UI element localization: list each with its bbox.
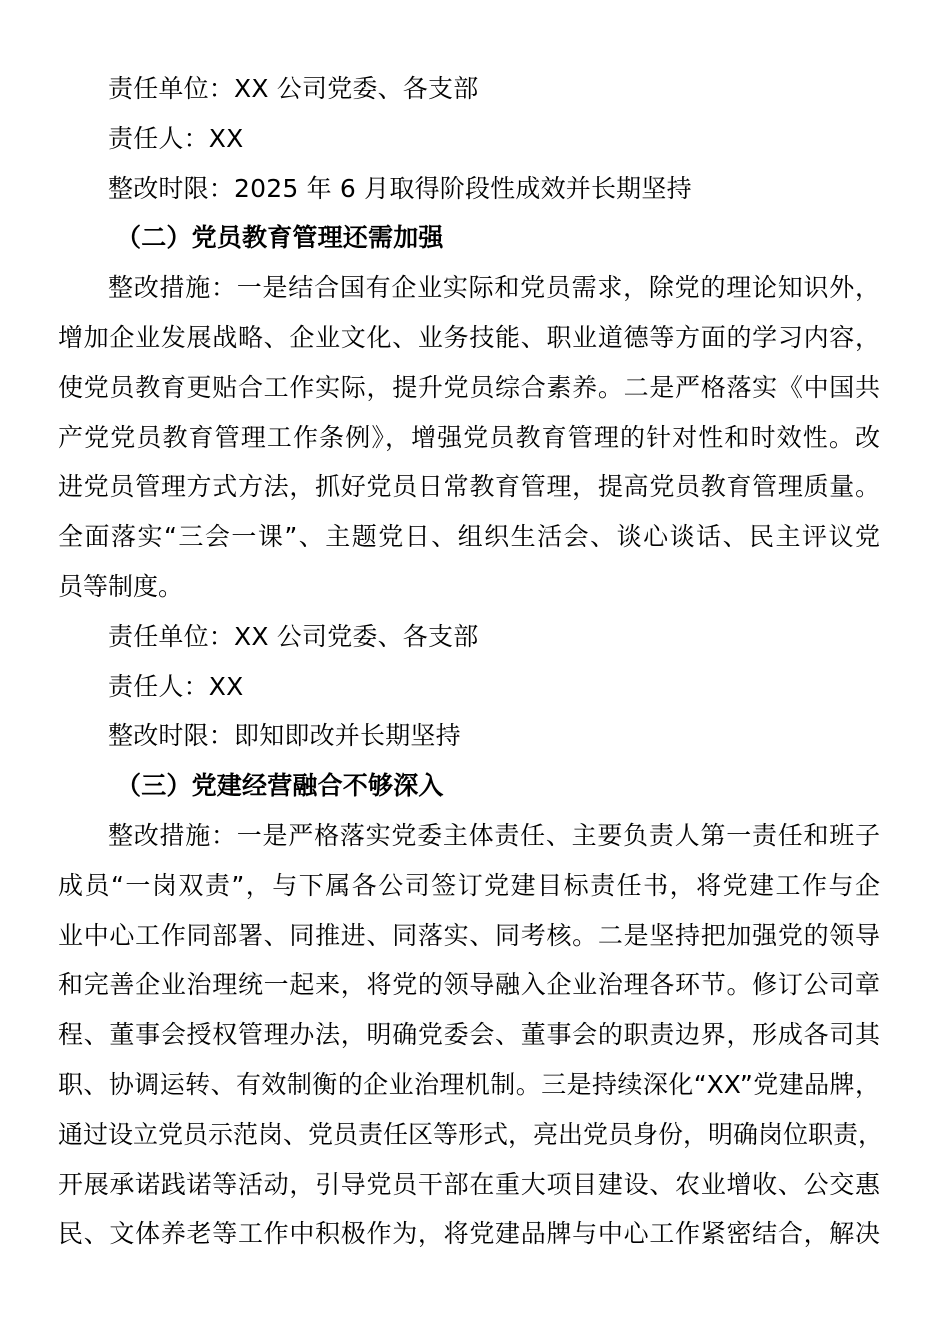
deadline-1: 整改时限：2025 年 6 月取得阶段性成效并长期坚持 <box>108 173 692 203</box>
paragraph-line: 产党党员教育管理工作条例》，增强党员教育管理的针对性和时效性。改 <box>58 422 880 452</box>
paragraph-line: 职、协调运转、有效制衡的企业治理机制。三是持续深化“XX”党建品牌， <box>58 1069 880 1099</box>
section-heading-2: （二）党员教育管理还需加强 <box>116 223 444 253</box>
responsible-person-2: 责任人：XX <box>108 671 244 701</box>
measures-paragraph-3 <box>58 811 884 1259</box>
document-page <box>58 64 884 1259</box>
paragraph-line: 员等制度。 <box>58 571 184 601</box>
paragraph-line: 业中心工作同部署、同推进、同落实、同考核。二是坚持把加强党的领导 <box>58 920 880 950</box>
paragraph-line: 通过设立党员示范岗、党员责任区等形式，亮出党员身份，明确岗位职责， <box>58 1119 884 1149</box>
paragraph-line: 开展承诺践诺等活动，引导党员干部在重大项目建设、农业增收、公交惠 <box>58 1169 880 1199</box>
responsible-unit-2: 责任单位：XX 公司党委、各支部 <box>108 621 479 651</box>
deadline-2: 整改时限：即知即改并长期坚持 <box>108 721 461 751</box>
paragraph-line: 民、文体养老等工作中积极作为，将党建品牌与中心工作紧密结合，解决 <box>58 1219 880 1249</box>
responsible-unit-1: 责任单位：XX 公司党委、各支部 <box>108 74 479 103</box>
paragraph-line: 整改措施：一是结合国有企业实际和党员需求，除党的理论知识外， <box>108 273 880 303</box>
paragraph-line: 进党员管理方式方法，抓好党员日常教育管理，提高党员教育管理质量。 <box>58 472 880 502</box>
paragraph-line: 程、董事会授权管理办法，明确党委会、董事会的职责边界，形成各司其 <box>58 1020 880 1050</box>
paragraph-line: 使党员教育更贴合工作实际，提升党员综合素养。二是严格落实《中国共 <box>58 372 880 402</box>
paragraph-line: 成员“一岗双责”，与下属各公司签订党建目标责任书，将党建工作与企 <box>58 870 880 900</box>
responsible-person-1: 责任人：XX <box>108 123 244 153</box>
paragraph-line: 和完善企业治理统一起来，将党的领导融入企业治理各环节。修订公司章 <box>58 970 880 1000</box>
paragraph-line: 全面落实“三会一课”、主题党日、组织生活会、谈心谈话、民主评议党 <box>58 522 880 552</box>
paragraph-line: 增加企业发展战略、企业文化、业务技能、职业道德等方面的学习内容， <box>58 322 880 352</box>
paragraph-line: 整改措施：一是严格落实党委主体责任、主要负责人第一责任和班子 <box>108 820 880 850</box>
section-heading-3: （三）党建经营融合不够深入 <box>116 771 444 801</box>
measures-paragraph-2 <box>58 263 880 612</box>
